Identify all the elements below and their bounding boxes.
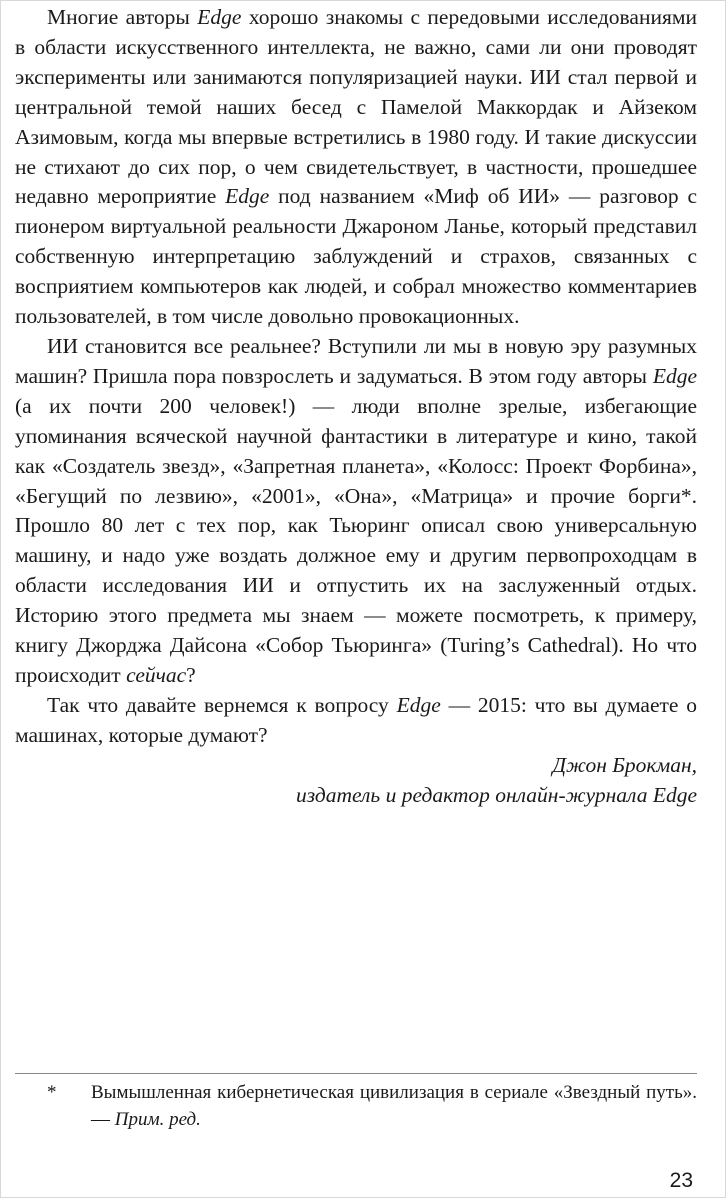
text-run: (а их почти 200 человек!) — люди вполне зрелые, избегающие упоминания всяческой научной фантастики в литературе и кино, такой как «Создатель звезд», «Запретная планета», «Колосс: Проект Форбина», «Бегущий по лезвию», «2001», «Она», «Матрица» и прочие борги*. Прошло 80 лет с тех пор, как Тьюринг описал свою универсальную машину, и надо уже воздать должное ему и другим первопроходцам в области исследования ИИ и отпустить их на заслуженный отдых. Историю этого предмета мы знаем — можете посмотреть, к примеру, книгу Джорджа Дайсона «Собор Тьюринга» (Turing’s Cathedral). Но что происходит — [15, 393, 697, 687]
italic-run: Edge — [225, 184, 270, 209]
footnote — [15, 1079, 697, 1133]
text-run: — 2015: что вы думаете о машинах, которые думают? — [15, 692, 697, 747]
paragraph — [15, 332, 697, 691]
footnote-marker: * — [47, 1082, 57, 1103]
italic-run: Edge — [652, 363, 697, 388]
paragraph — [15, 3, 697, 332]
footnote-divider — [15, 1073, 697, 1074]
footnote-text — [91, 1079, 697, 1133]
signature-name: Джон Брокман, — [552, 752, 697, 777]
page-number: 23 — [669, 1169, 693, 1192]
text-run: Так что давайте вернемся к вопросу — [47, 692, 397, 717]
paragraph — [15, 691, 697, 751]
italic-run: Edge — [396, 692, 441, 717]
italic-run: Прим. ред. — [114, 1109, 201, 1130]
text-run: ИИ становится все реальнее? Вступили ли мы в новую эру разумных машин? Пришла пора повзрослеть и задуматься. В этом году авторы — [15, 333, 697, 388]
main-text — [15, 3, 697, 810]
italic-run: Edge — [197, 5, 242, 29]
text-run: Многие авторы — [47, 5, 198, 29]
text-run: под названием «Миф об ИИ» — разговор с пионером виртуальной реальности Джароном Ланье, который представил собственную интерпретацию заблуждений и страхов, связанных с восприятием компьютеров как людей, и собрал множество комментариев пользователей, в том числе довольно провокационных. — [15, 184, 697, 329]
text-run: ? — [186, 662, 196, 687]
text-run: Вымышленная кибернетическая цивилизация в сериале «Звездный путь». — — [91, 1082, 697, 1130]
signature-title: издатель и редактор онлайн-журнала Edge — [296, 782, 697, 807]
italic-run: сейчас — [126, 662, 187, 687]
text-run: хорошо знакомы с передовыми исследованиями в области искусственного интеллекта, не важно, сами ли они проводят эксперименты или занимаются популяризацией науки. ИИ стал первой и центральной темой наших бесед с Памелой Маккордак и Айзеком Азимовым, когда мы впервые встретились в 1980 году. И такие дискуссии не стихают до сих пор, о чем свидетельствует, в частности, прошедшее недавно мероприятие — [15, 5, 697, 209]
